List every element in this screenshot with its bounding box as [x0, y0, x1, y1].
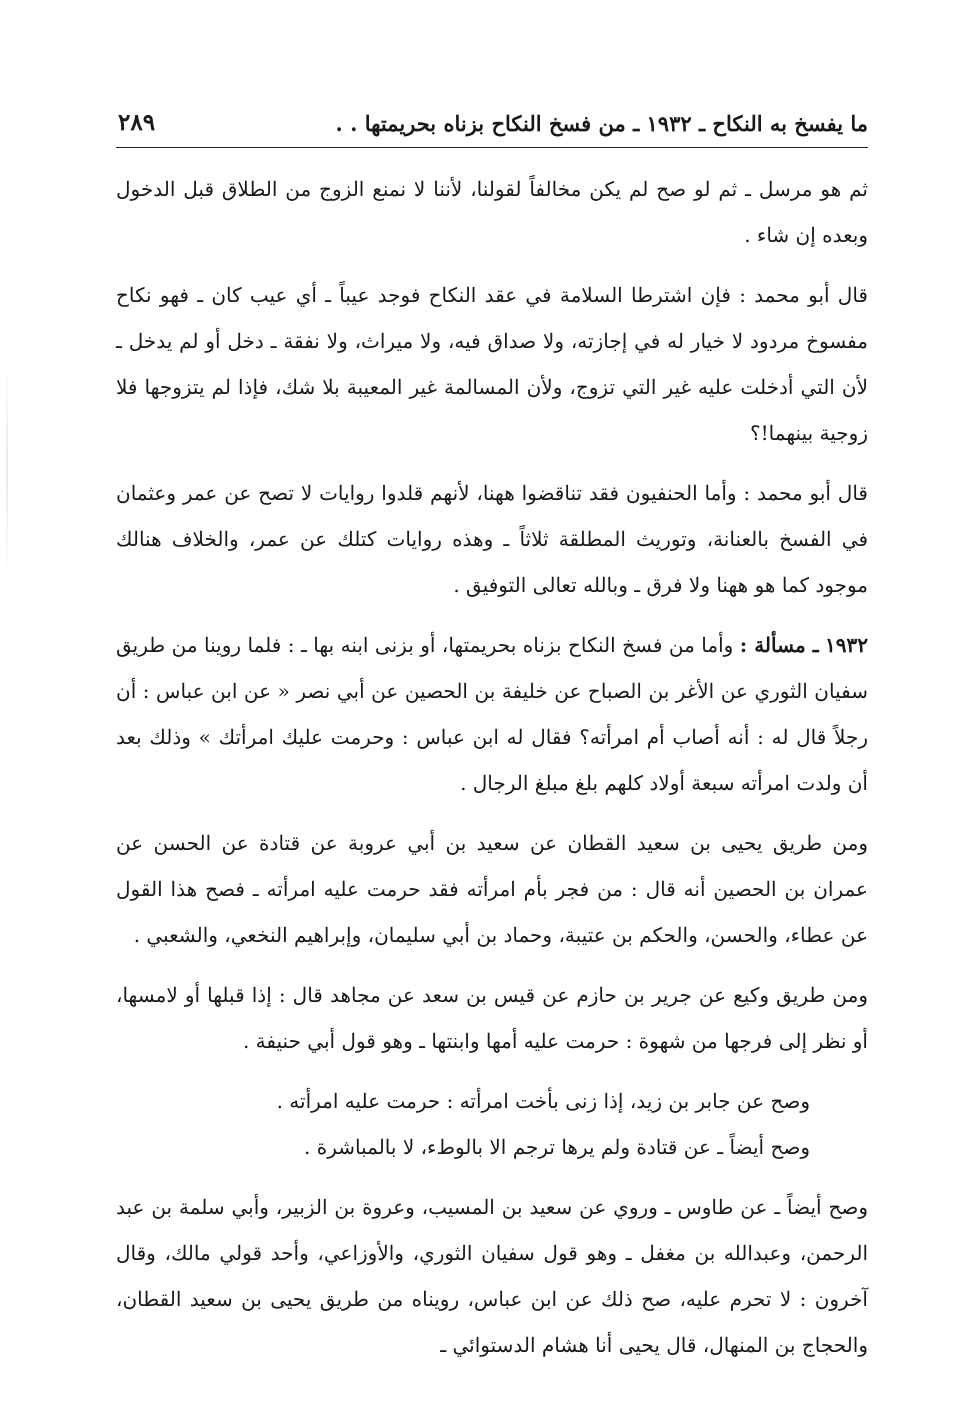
paragraph: قال أبو محمد : وأما الحنفيون فقد تناقضوا ههنا، لأنهم قلدوا روايات لا تصح عن عمر وعثمان في الفسخ بالعنانة، وتوريث المطلقة ثلاثاً ـ وهذه روايات كتلك عن عمر، والخلاف هنالك موجود كما هو ههنا ولا فرق ـ وبالله تعالى التوفيق .: [116, 481, 868, 597]
indented-line: وصح أيضاً ـ عن قتادة ولم يرها ترجم الا بالوطء، لا بالمباشرة .: [304, 1135, 810, 1159]
paragraph: وصح أيضاً ـ عن طاوس ـ وروي عن سعيد بن المسيب، وعروة بن الزبير، وأبي سلمة بن عبد الرحمن، وعبدالله بن مغفل ـ وهو قول سفيان الثوري، والأوزاعي، وأحد قولي مالك، وقال آخرون : لا تحرم عليه، صح ذلك عن ابن عباس، رويناه من طريق يحيى بن سعيد القطان، والحجاج بن المنهال، قال يحيى أنا هشام الدستوائي ـ: [116, 1195, 868, 1357]
paragraph: قال أبو محمد : فإن اشترطا السلامة في عقد النكاح فوجد عيباً ـ أي عيب كان ـ فهو نكاح مفسوخ مردود لا خيار له في إجازته، ولا صداق فيه، ولا ميراث، ولا نفقة ـ دخل أو لم يدخل ـ لأن التي أدخلت عليه غير التي تزوج، ولأن المسالمة غير المعيبة بلا شك، فإذا لم يتزوجها فلا زوجية بينهما!؟: [116, 283, 868, 445]
header-rule: [116, 147, 868, 148]
body-text: [116, 166, 868, 1382]
issue-number: ١٩٣٢: [825, 633, 869, 657]
issue-label: ـ مسألة :: [739, 633, 819, 657]
paragraph: ومن طريق وكيع عن جرير بن حازم عن قيس بن سعد عن مجاهد قال : إذا قبلها أو لامسها، أو نظر إلى فرجها من شهوة : حرمت عليه أمها وابنتها ـ وهو قول أبي حنيفة .: [116, 983, 868, 1053]
issue-paragraph: [116, 622, 868, 806]
issue-text: وأما من فسخ النكاح بزناه بحريمتها، أو بزنى ابنه بها ـ : فلما روينا من طريق سفيان الثوري عن الأغر بن الصباح عن خليفة بن الحصين عن أبي نصر « عن ابن عباس : أن رجلاً قال له : أنه أصاب أم امرأته؟ فقال له ابن عباس : وحرمت عليك امرأتك » وذلك بعد أن ولدت امرأته سبعة أولاد كلهم بلغ مبلغ الرجال .: [116, 633, 868, 795]
scan-edge-mark: [6, 360, 8, 580]
indented-line: وصح عن جابر بن زيد، إذا زنى بأخت امرأته : حرمت عليه امرأته .: [276, 1089, 810, 1113]
paragraph: ومن طريق يحيى بن سعيد القطان عن سعيد بن أبي عروبة عن قتادة عن الحسن عن عمران بن الحصين أنه قال : من فجر بأم امرأته فقد حرمت عليه امرأته ـ فصح هذا القول عن عطاء، والحسن، والحكم بن عتيبة، وحماد بن أبي سليمان، وإبراهيم النخعي، والشعبي .: [116, 831, 869, 947]
page-number: ٢٨٩: [118, 109, 156, 136]
paragraph: ثم هو مرسل ـ ثم لو صح لم يكن مخالفاً لقولنا، لأننا لا نمنع الزوج من الطلاق قبل الدخول وبعده إن شاء .: [116, 177, 868, 247]
running-title: ما يفسخ به النكاح ـ ١٩٣٢ ـ من فسخ النكاح بزناه بحريمتها . .: [335, 111, 868, 136]
running-header: [118, 96, 868, 136]
